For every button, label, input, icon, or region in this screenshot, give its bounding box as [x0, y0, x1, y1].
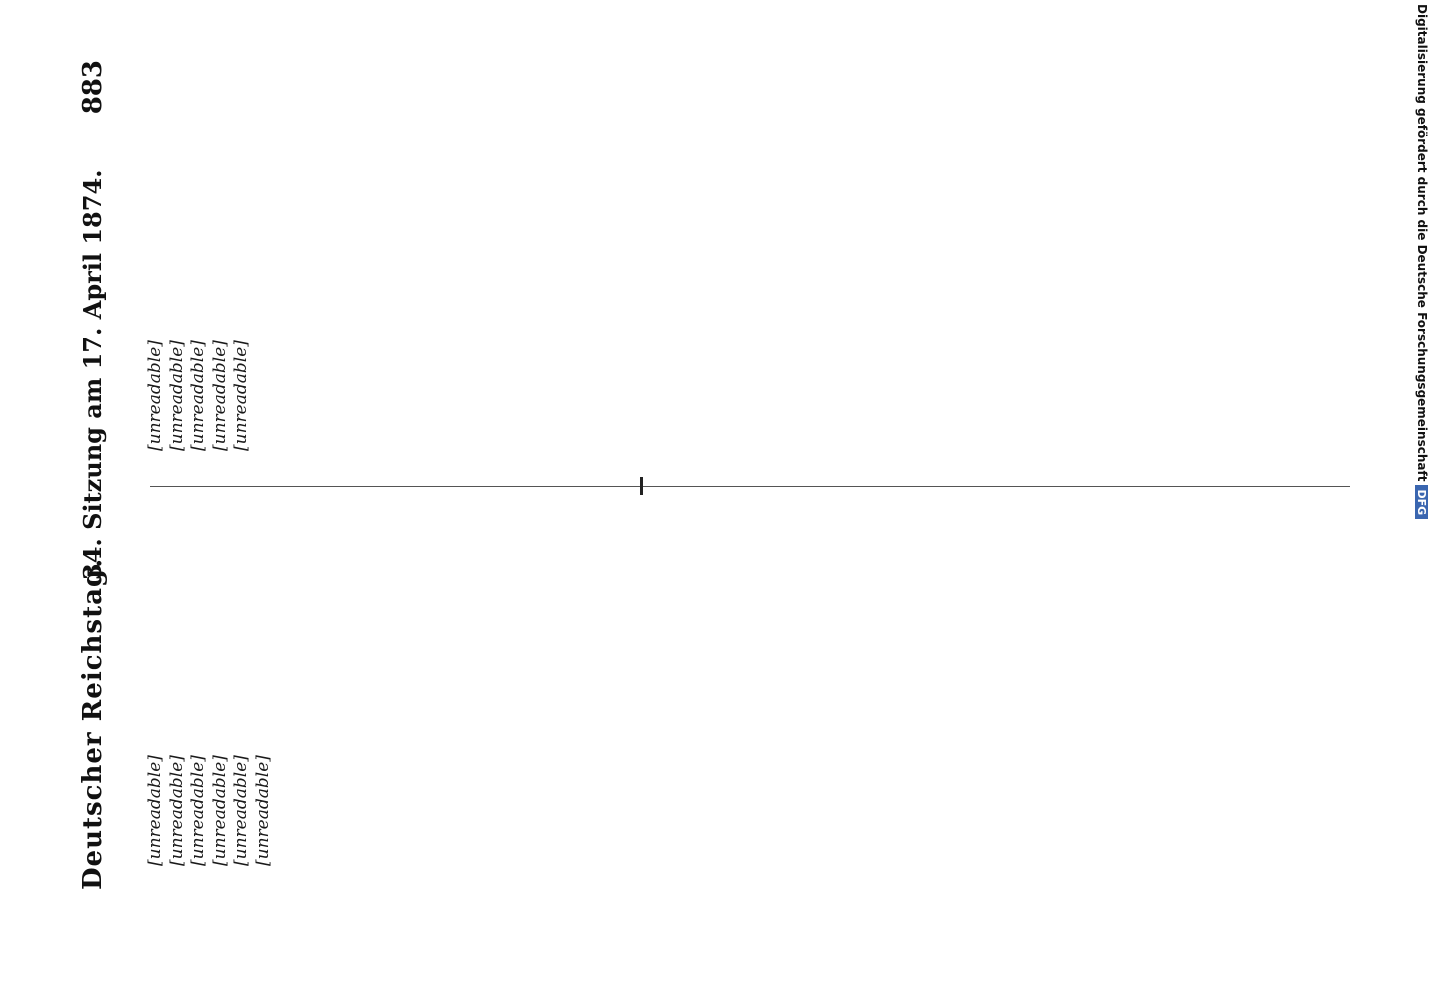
paragraph: [unreadable]: [209, 340, 230, 451]
dfg-logo: DFG: [1416, 485, 1429, 519]
digitization-sidebar: [1412, 4, 1432, 996]
document-page: [40, 0, 1390, 1000]
page-number: 883: [78, 60, 108, 115]
paragraph: [unreadable]: [231, 340, 251, 451]
page-header: [78, 0, 118, 1000]
column-divider: [150, 486, 1350, 487]
paragraph: [unreadable]: [252, 755, 273, 866]
session-title: 34. Sitzung am 17. April 1874.: [78, 169, 107, 580]
paragraph: [unreadable]: [231, 755, 251, 866]
column-mark: [640, 477, 643, 495]
paragraph: [unreadable]: [145, 755, 165, 866]
paragraph: [unreadable]: [145, 340, 165, 451]
paragraph: [unreadable]: [166, 340, 187, 451]
paragraph: [unreadable]: [166, 755, 187, 866]
digitization-note-text: Digitalisierung gefördert durch die Deutsche Forschungsgemeinschaft: [1415, 4, 1429, 482]
paragraph: [unreadable]: [188, 340, 208, 451]
digitization-note: [1412, 4, 1432, 996]
text-column-left: [145, 495, 1350, 890]
publication-title: Deutscher Reichstag.: [78, 557, 108, 890]
paragraph: [unreadable]: [188, 755, 208, 866]
text-column-right: [145, 80, 1350, 475]
paragraph: [unreadable]: [209, 755, 230, 866]
